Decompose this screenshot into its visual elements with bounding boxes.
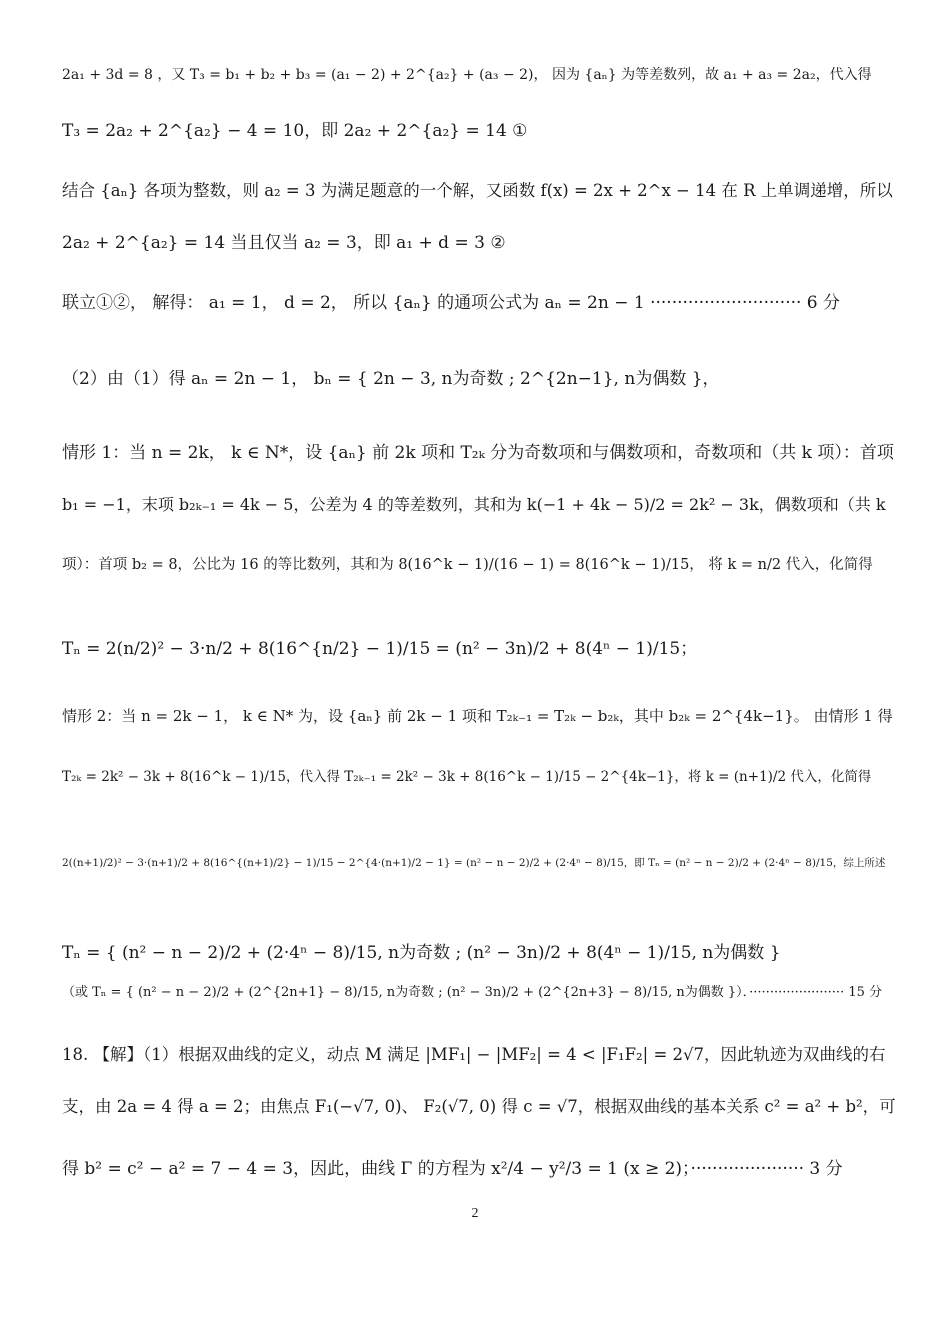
text-line: T₂ₖ = 2k² − 3k + 8(16^k − 1)/15，代入得 T₂ₖ₋₁ = 2k² − 3k + 8(16^k − 1)/15 − 2^{4k−1}，将 k = (n+1)/2 代入，化简得 <box>62 769 872 785</box>
text-line: Tₙ = { (n² − n − 2)/2 + (2·4ⁿ − 8)/15, n为奇数 ; (n² − 3n)/2 + 8(4ⁿ − 1)/15, n为偶数 } <box>62 943 781 963</box>
text-line: 项）：首项 b₂ = 8，公比为 16 的等比数列，其和为 8(16^k − 1)/(16 − 1) = 8(16^k − 1)/15， 将 k = n/2 代入，化简得 <box>62 557 873 573</box>
text-line: Tₙ = 2(n/2)² − 3·n/2 + 8(16^{n/2} − 1)/15 = (n² − 3n)/2 + 8(4ⁿ − 1)/15； <box>62 639 698 659</box>
text-line: T₃ = 2a₂ + 2^{a₂} − 4 = 10，即 2a₂ + 2^{a₂} = 14 ① <box>62 121 528 141</box>
text-line: （或 Tₙ = { (n² − n − 2)/2 + (2^{2n+1} − 8)/15, n为奇数 ; (n² − 3n)/2 + (2^{2n+3} − 8)/15, n为偶数 }）．······················· 15 分 <box>62 985 883 1000</box>
text-line: 情形 1：当 n = 2k， k ∈ N*，设 {aₙ} 前 2k 项和 T₂ₖ 分为奇数项和与偶数项和，奇数项和（共 k 项）：首项 <box>62 443 894 463</box>
text-line: 结合 {aₙ} 各项为整数，则 a₂ = 3 为满足题意的一个解，又函数 f(x) = 2x + 2^x − 14 在 R 上单调递增，所以 <box>62 181 893 200</box>
text-line: 情形 2：当 n = 2k − 1， k ∈ N* 为，设 {aₙ} 前 2k − 1 项和 T₂ₖ₋₁ = T₂ₖ − b₂ₖ，其中 b₂ₖ = 2^{4k−1}。 由情形 1 得 <box>62 707 893 725</box>
page-number: 2 <box>471 1206 479 1221</box>
text-line: 18. 【解】（1）根据双曲线的定义，动点 M 满足 |MF₁| − |MF₂| = 4 < |F₁F₂| = 2√7，因此轨迹为双曲线的右 <box>62 1045 886 1064</box>
text-line: 2a₁ + 3d = 8 ，又 T₃ = b₁ + b₂ + b₃ = (a₁ − 2) + 2^{a₂} + (a₃ − 2)， 因为 {aₙ} 为等差数列，故 a₁ + a₃ = 2a₂，代入得 <box>62 67 872 83</box>
text-line: （2）由（1）得 aₙ = 2n − 1， bₙ = { 2n − 3, n为奇数 ; 2^{2n−1}, n为偶数 }， <box>62 369 720 389</box>
text-line: b₁ = −1，末项 b₂ₖ₋₁ = 4k − 5，公差为 4 的等差数列，其和为 k(−1 + 4k − 5)/2 = 2k² − 3k，偶数项和（共 k <box>62 495 886 514</box>
text-line: 联立①②， 解得： a₁ = 1， d = 2， 所以 {aₙ} 的通项公式为 aₙ = 2n − 1 ···························· 6 分 <box>62 293 841 313</box>
text-line: 得 b² = c² − a² = 7 − 4 = 3，因此，曲线 Γ 的方程为 x²/4 − y²/3 = 1 (x ≥ 2)；····················· 3 分 <box>62 1159 843 1179</box>
text-line: 支，由 2a = 4 得 a = 2；由焦点 F₁(−√7, 0)、 F₂(√7, 0) 得 c = √7，根据双曲线的基本关系 c² = a² + b²，可 <box>62 1097 896 1116</box>
text-line: 2((n+1)/2)² − 3·(n+1)/2 + 8(16^{(n+1)/2} − 1)/15 − 2^{4·(n+1)/2 − 1} = (n² − n − 2)/2 + (2·4ⁿ − 8)/15，即 Tₙ = (n² − n − 2)/2 + (2·4ⁿ − 8)/15，综上所述 <box>62 857 886 869</box>
text-line: 2a₂ + 2^{a₂} = 14 当且仅当 a₂ = 3，即 a₁ + d = 3 ② <box>62 233 506 253</box>
